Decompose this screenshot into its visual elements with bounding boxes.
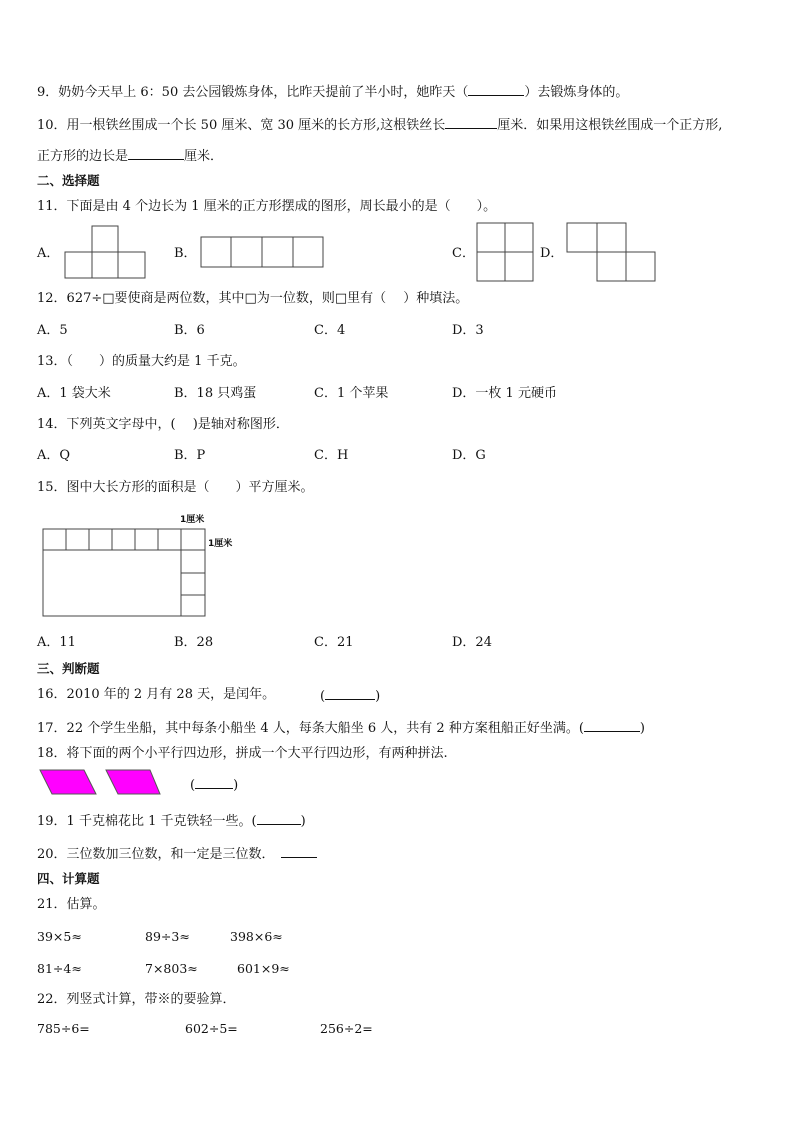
question-14: 14．下列英文字母中，( )是轴对称图形．: [37, 417, 289, 432]
option-d[interactable]: D．3: [452, 323, 484, 338]
figure-d: [567, 223, 655, 281]
question-17: 17．22 个学生坐船，其中每条小船坐 4 人，每条大船坐 6 人，共有 2 种方案租船正好坐满。( ): [37, 718, 645, 738]
parallelogram-2: [106, 770, 160, 794]
option-b[interactable]: B．6: [174, 323, 205, 338]
answer-paren[interactable]: ( ): [190, 775, 238, 795]
vertical-calc-item: 602÷5=: [185, 1021, 238, 1036]
question-12: 12．627÷□要使商是两位数，其中□为一位数，则□里有（ ）种填法。: [37, 291, 469, 306]
estimate-item: 7×803≈: [145, 961, 198, 976]
option-c[interactable]: C．21: [314, 635, 354, 650]
option-a[interactable]: A．Q: [37, 448, 71, 463]
option-d[interactable]: D．一枚 1 元硬币: [452, 386, 557, 401]
question-15: 15．图中大长方形的面积是（ ）平方厘米。: [37, 480, 314, 495]
option-d[interactable]: D．G: [452, 448, 486, 463]
estimate-item: 601×9≈: [237, 961, 290, 976]
figure-a: [65, 226, 145, 278]
section-heading: 三、判断题: [37, 661, 100, 676]
answer-blank[interactable]: [584, 718, 640, 732]
estimate-item: 39×5≈: [37, 929, 82, 944]
question-11: 11．下面是由 4 个边长为 1 厘米的正方形摆成的图形，周长最小的是（ ）。: [37, 199, 497, 214]
option-a[interactable]: A．1 袋大米: [37, 386, 111, 401]
option-b[interactable]: B．28: [174, 635, 214, 650]
question-21: 21．估算。: [37, 897, 106, 912]
section-heading: 二、选择题: [37, 173, 100, 188]
q11-figures: [0, 0, 794, 300]
option-c[interactable]: C．1 个苹果: [314, 386, 389, 401]
estimate-item: 398×6≈: [230, 929, 283, 944]
option-c[interactable]: C．: [452, 246, 475, 261]
section-heading: 四、计算题: [37, 871, 100, 886]
answer-blank[interactable]: [257, 811, 301, 825]
question-18: 18．将下面的两个小平行四边形，拼成一个大平行四边形，有两种拼法.: [37, 746, 448, 761]
question-10-line2: 正方形的边长是 厘米．: [37, 146, 223, 166]
question-22: 22．列竖式计算，带※的要验算．: [37, 992, 236, 1007]
option-a[interactable]: A．5: [37, 323, 68, 338]
question-13: 13．（ ）的质量大约是 1 千克。: [37, 354, 246, 369]
option-b[interactable]: B．P: [174, 448, 206, 463]
question-9: 9．奶奶今天早上 6：50 去公园锻炼身体，比昨天提前了半小时，她昨天（ ）去锻炼身体的。: [37, 82, 628, 102]
question-20: 20．三位数加三位数，和一定是三位数．: [37, 844, 317, 864]
estimate-item: 89÷3≈: [145, 929, 190, 944]
option-b[interactable]: B．: [174, 246, 197, 261]
figure-c: [477, 223, 533, 281]
answer-blank[interactable]: [281, 844, 317, 858]
vertical-calc-item: 256÷2=: [320, 1021, 373, 1036]
question-16: 16．2010 年的 2 月有 28 天，是闰年。: [37, 687, 276, 702]
answer-paren[interactable]: ( ): [320, 686, 380, 706]
option-a[interactable]: A．11: [37, 635, 76, 650]
question-19: 19．1 千克棉花比 1 千克铁轻一些。( ): [37, 811, 306, 831]
option-a[interactable]: A．: [37, 246, 60, 261]
q15-figure: [0, 505, 300, 620]
option-b[interactable]: B．18 只鸡蛋: [174, 386, 257, 401]
unit-label-side: 1厘米: [208, 539, 233, 549]
vertical-calc-item: 785÷6=: [37, 1021, 90, 1036]
unit-label-top: 1厘米: [180, 515, 205, 525]
option-d[interactable]: D．: [540, 246, 564, 261]
figure-b: [201, 237, 323, 267]
q18-parallelograms: [0, 764, 200, 800]
option-d[interactable]: D．24: [452, 635, 492, 650]
question-10: 10．用一根铁丝围成一个长 50 厘米、宽 30 厘米的长方形,这根铁丝长 厘米．如果用这根铁丝围成一个正方形,: [37, 115, 722, 135]
option-c[interactable]: C．H: [314, 448, 349, 463]
option-c[interactable]: C．4: [314, 323, 346, 338]
parallelogram-1: [40, 770, 96, 794]
estimate-item: 81÷4≈: [37, 961, 82, 976]
